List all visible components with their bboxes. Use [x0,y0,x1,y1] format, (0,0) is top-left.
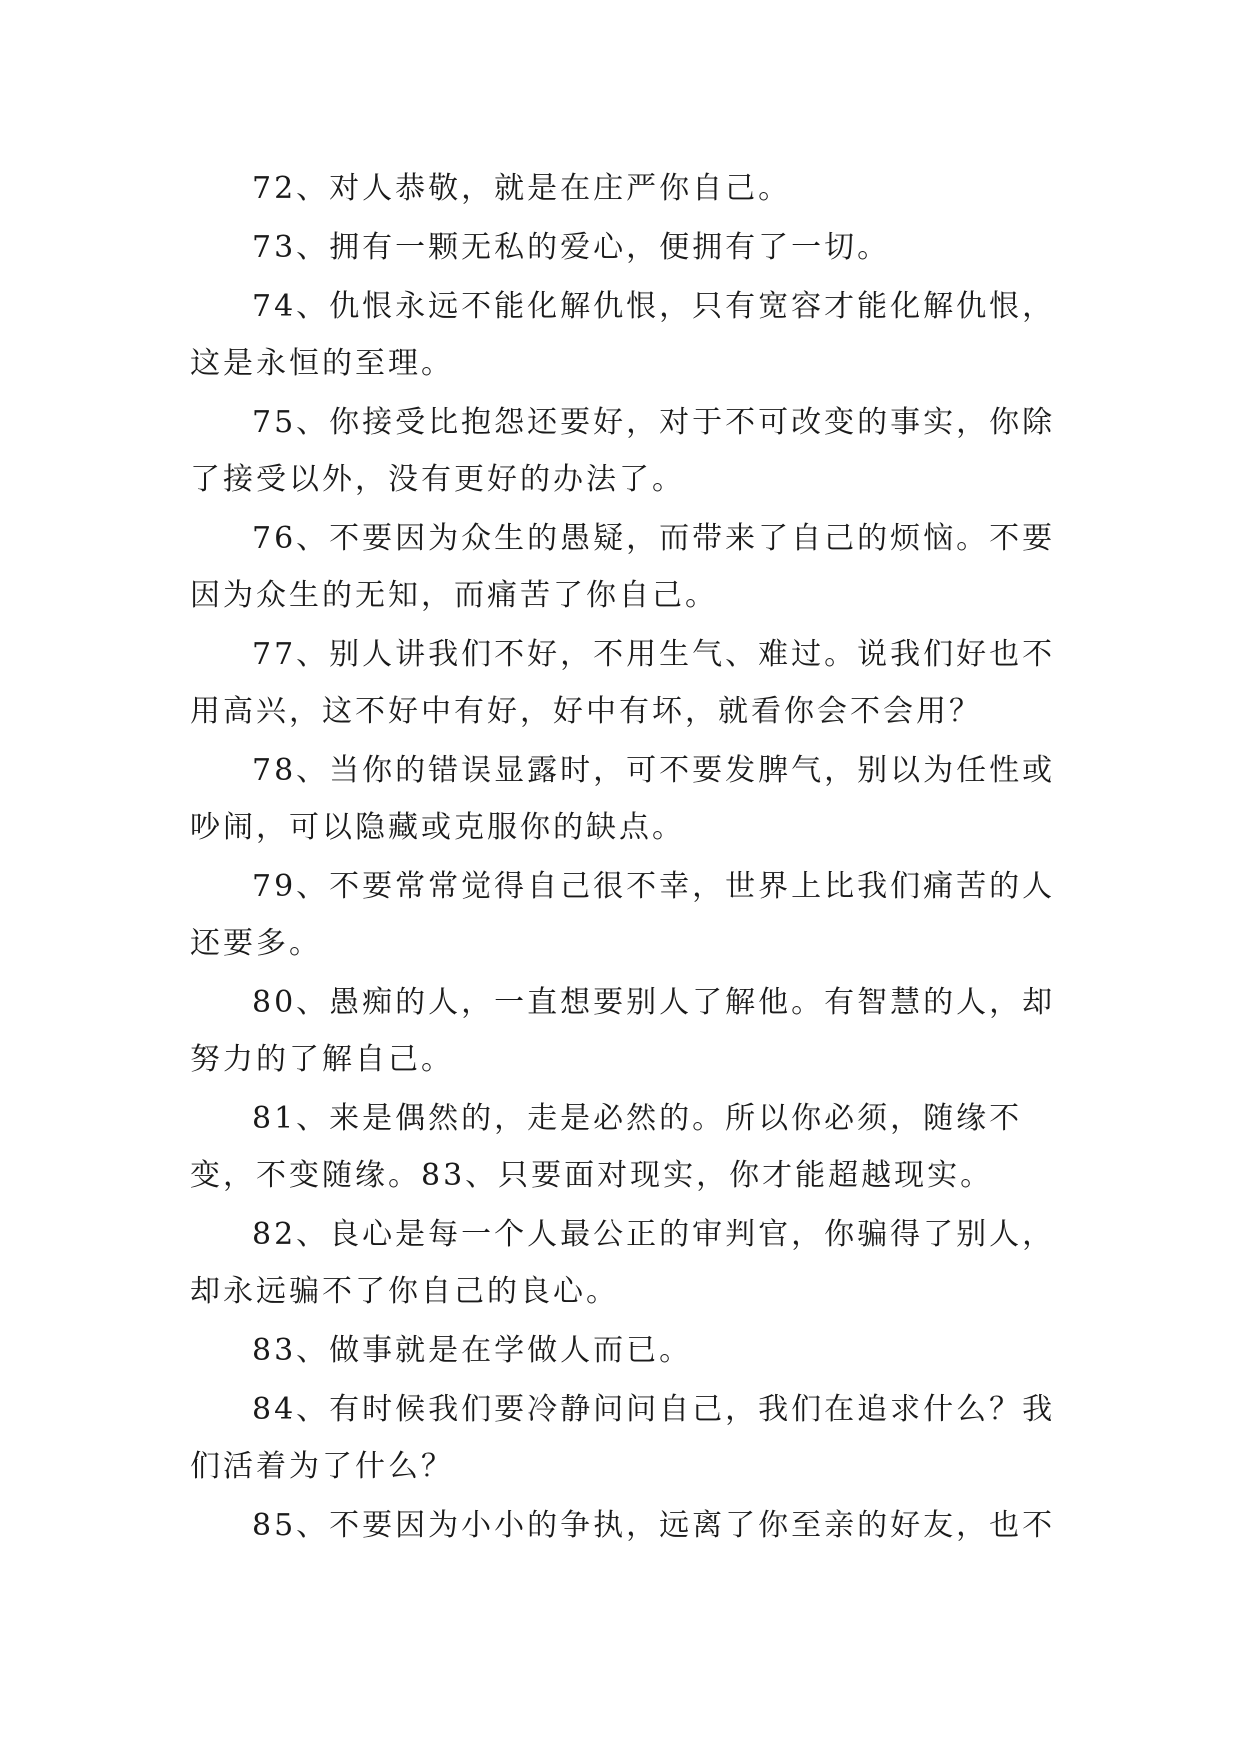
paragraph-78: 78、当你的错误显露时，可不要发脾气，别以为任性或吵闹，可以隐藏或克服你的缺点。 [190,753,1056,845]
paragraph-83: 83、做事就是在学做人而已。 [252,1333,693,1368]
paragraph-73: 73、拥有一颗无私的爱心，便拥有了一切。 [252,230,891,265]
paragraph-79: 79、不要常常觉得自己很不幸，世界上比我们痛苦的人还要多。 [190,869,1056,961]
paragraph-82: 82、良心是每一个人最公正的审判官，你骗得了别人，却永远骗不了你自己的良心。 [190,1217,1056,1309]
document-body [190,160,1070,1556]
paragraph-85: 85、不要因为小小的争执，远离了你至亲的好友，也不 [252,1508,1056,1543]
paragraph-77: 77、别人讲我们不好，不用生气、难过。说我们好也不用高兴，这不好中有好，好中有坏，就看你会不会用？ [190,637,1056,729]
paragraph-80: 80、愚痴的人，一直想要别人了解他。有智慧的人，却努力的了解自己。 [190,985,1056,1077]
paragraph-81: 81、来是偶然的，走是必然的。所以你必须，随缘不变，不变随缘。83、只要面对现实，你才能超越现实。 [190,1101,1023,1193]
paragraph-76: 76、不要因为众生的愚疑，而带来了自己的烦恼。不要因为众生的无知，而痛苦了你自己。 [190,521,1056,613]
paragraph-72: 72、对人恭敬，就是在庄严你自己。 [252,171,792,206]
paragraph-74: 74、仇恨永远不能化解仇恨，只有宽容才能化解仇恨，这是永恒的至理。 [190,289,1056,381]
paragraph-84: 84、有时候我们要冷静问问自己，我们在追求什么？我们活着为了什么？ [190,1392,1056,1484]
paragraph-75: 75、你接受比抱怨还要好，对于不可改变的事实，你除了接受以外，没有更好的办法了。 [190,405,1056,497]
